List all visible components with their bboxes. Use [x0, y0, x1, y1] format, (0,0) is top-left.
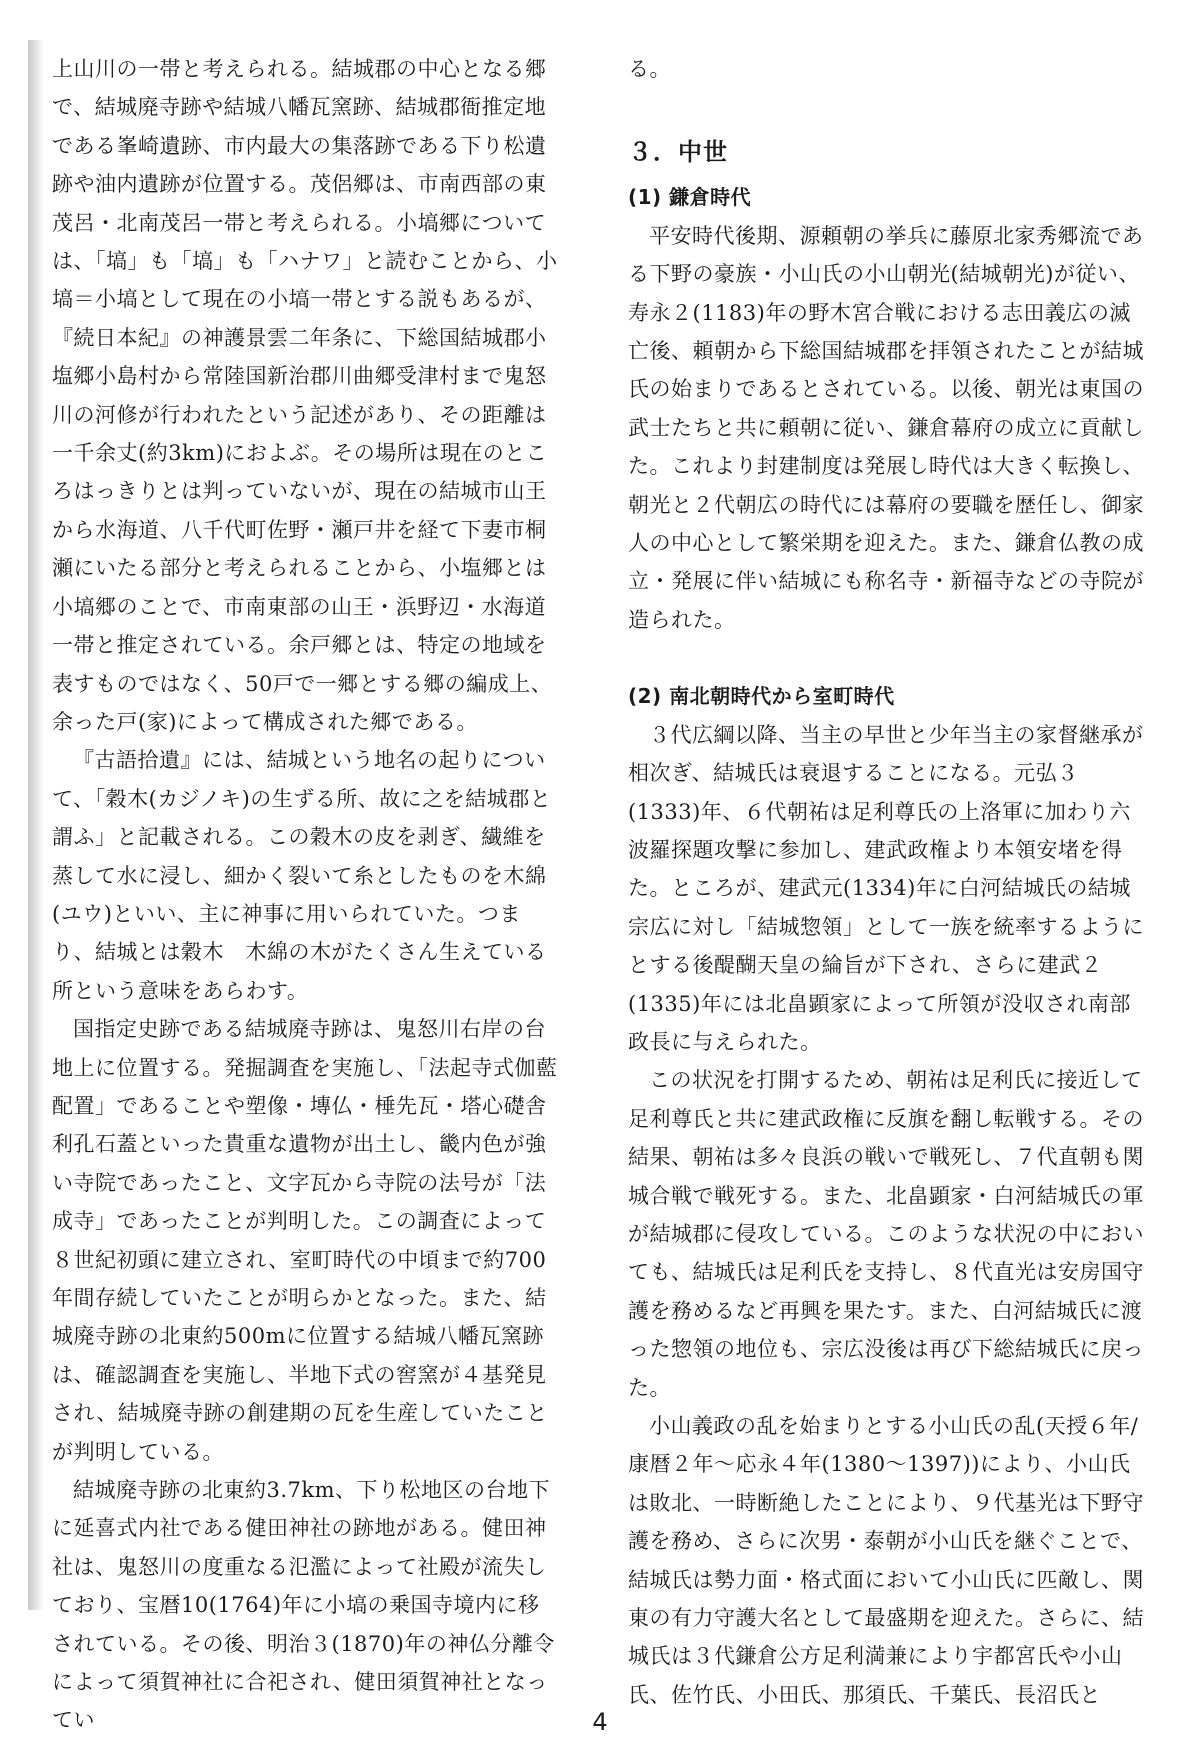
section-heading: (1) 鎌倉時代: [628, 185, 752, 210]
section-heading: (2) 南北朝時代から室町時代: [628, 684, 895, 709]
right-column: [628, 50, 1150, 1714]
chapter-heading: ３．中世: [628, 138, 728, 167]
body-paragraph: 上山川の一帯と考えられる。結城郡の中心となる郷で、結城廃寺跡や結城八幡瓦窯跡、結城郡衙推定地である峯崎遺跡、市内最大の集落跡である下り松遺跡や油内遺跡が位置する。茂侶郷は、市南西部の東茂呂・北南茂呂一帯と考えられる。小塙郷については、「塙」も「塙」も「ハナワ」と読むことから、小塙＝小塙として現在の小塙一帯とする説もあるが、『続日本紀』の神護景雲二年条に、下総国結城郡小塩郷小島村から常陸国新治郡川曲郷受津村まで鬼怒川の河修が行われたという記述があり、その距離は一千余丈(約3km)におよぶ。その場所は現在のところはっきりとは判っていないが、現在の結城市山王から水海道、八千代町佐野・瀬戸井を経て下妻市桐瀬にいたる部分と考えられることから、小塩郷とは小塙郷のことで、市南東部の山王・浜野辺・水海道一帯と推定されている。余戸郷とは、特定の地域を表すものではなく、50戸で一郷とする郷の編成上、余った戸(家)によって構成された郷である。: [52, 57, 558, 734]
continuation-text: る。: [628, 57, 671, 81]
spacer: [628, 88, 1150, 126]
spacer: [628, 639, 1150, 677]
left-column: [52, 50, 558, 1740]
scan-gutter-shadow: [28, 40, 44, 1610]
body-paragraph: この状況を打開するため、朝祐は足利氏に接近して足利尊氏と共に建武政権に反旗を翻し転戦する。その結果、朝祐は多々良浜の戦いで戦死し、７代直朝も関城合戦で戦死する。また、北畠顕家・白河結城氏の軍が結城郡に侵攻している。このような状況の中においても、結城氏は足利氏を支持し、８代直光は安房国守護を務めるなど再興を果たす。また、白河結城氏に渡った惣領の地位も、宗広没後は再び下総結城氏に戻った。: [628, 1068, 1144, 1400]
body-paragraph: 国指定史跡である結城廃寺跡は、鬼怒川右岸の台地上に位置する。発掘調査を実施し、「法起寺式伽藍配置」であることや塑像・塼仏・棰先瓦・塔心礎舎利孔石蓋といった貴重な遺物が出土し、畿内色が強い寺院であったこと、文字瓦から寺院の法号が「法成寺」であったことが判明した。この調査によって８世紀初頭に建立され、室町時代の中頃まで約700年間存続していたことが明らかとなった。また、結城廃寺跡の北東約500mに位置する結城八幡瓦窯跡は、確認調査を実施し、半地下式の窖窯が４基発見され、結城廃寺跡の創建期の瓦を生産していたことが判明している。: [52, 1017, 558, 1464]
body-paragraph: 平安時代後期、源頼朝の挙兵に藤原北家秀郷流である下野の豪族・小山氏の小山朝光(結城朝光)が従い、寿永２(1183)年の野木宮合戦における志田義広の滅亡後、頼朝から下総国結城郡を拝領されたことが結城氏の始まりであるとされている。以後、朝光は東国の武士たちと共に頼朝に従い、鎌倉幕府の成立に貢献した。これより封建制度は発展し時代は大きく転換し、朝光と２代朝広の時代には幕府の要職を歴任し、御家人の中心として繁栄期を迎えた。また、鎌倉仏教の成立・発展に伴い結城にも称名寺・新福寺などの寺院が造られた。: [628, 223, 1144, 632]
body-paragraph: 結城廃寺跡の北東約3.7km、下り松地区の台地下に延喜式内社である健田神社の跡地がある。健田神社は、鬼怒川の度重なる氾濫によって社殿が流失しており、宝暦10(1764)年に小塙の乗国寺境内に移されている。その後、明治３(1870)年の神仏分離令によって須賀神社に合祀され、健田須賀神社となってい: [52, 1478, 555, 1733]
page-number: 4: [592, 1708, 608, 1736]
body-paragraph: 『古語拾遺』には、結城という地名の起りについて、「穀木(カジノキ)の生ずる所、故に之を結城郡と謂ふ」と記載される。この穀木の皮を剥ぎ、繊維を蒸して水に浸し、細かく裂いて糸としたものを木綿(ユウ)といい、主に神事に用いられていた。つまり、結城とは穀木 木綿の木がたくさん生えている所という意味をあらわす。: [52, 748, 552, 1003]
body-paragraph: ３代広綱以降、当主の早世と少年当主の家督継承が相次ぎ、結城氏は衰退することになる。元弘３(1333)年、６代朝祐は足利尊氏の上洛軍に加わり六波羅探題攻撃に参加し、建武政権より本領安堵を得た。ところが、建武元(1334)年に白河結城氏の結城宗広に対し「結城惣領」として一族を統率するようにとする後醍醐天皇の綸旨が下され、さらに建武２(1335)年には北畠顕家によって所領が没収され南部政長に与えられた。: [628, 722, 1144, 1054]
body-paragraph: 小山義政の乱を始まりとする小山氏の乱(天授６年/康暦２年～応永４年(1380～1397))により、小山氏は敗北、一時断絶したことにより、９代基光は下野守護を務め、さらに次男・泰朝が小山氏を継ぐことで、結城氏は勢力面・格式面において小山氏に匹敵し、関東の有力守護大名として最盛期を迎えた。さらに、結城氏は３代鎌倉公方足利満兼により宇都宮氏や小山氏、佐竹氏、小田氏、那須氏、千葉氏、長沼氏と: [628, 1414, 1144, 1707]
